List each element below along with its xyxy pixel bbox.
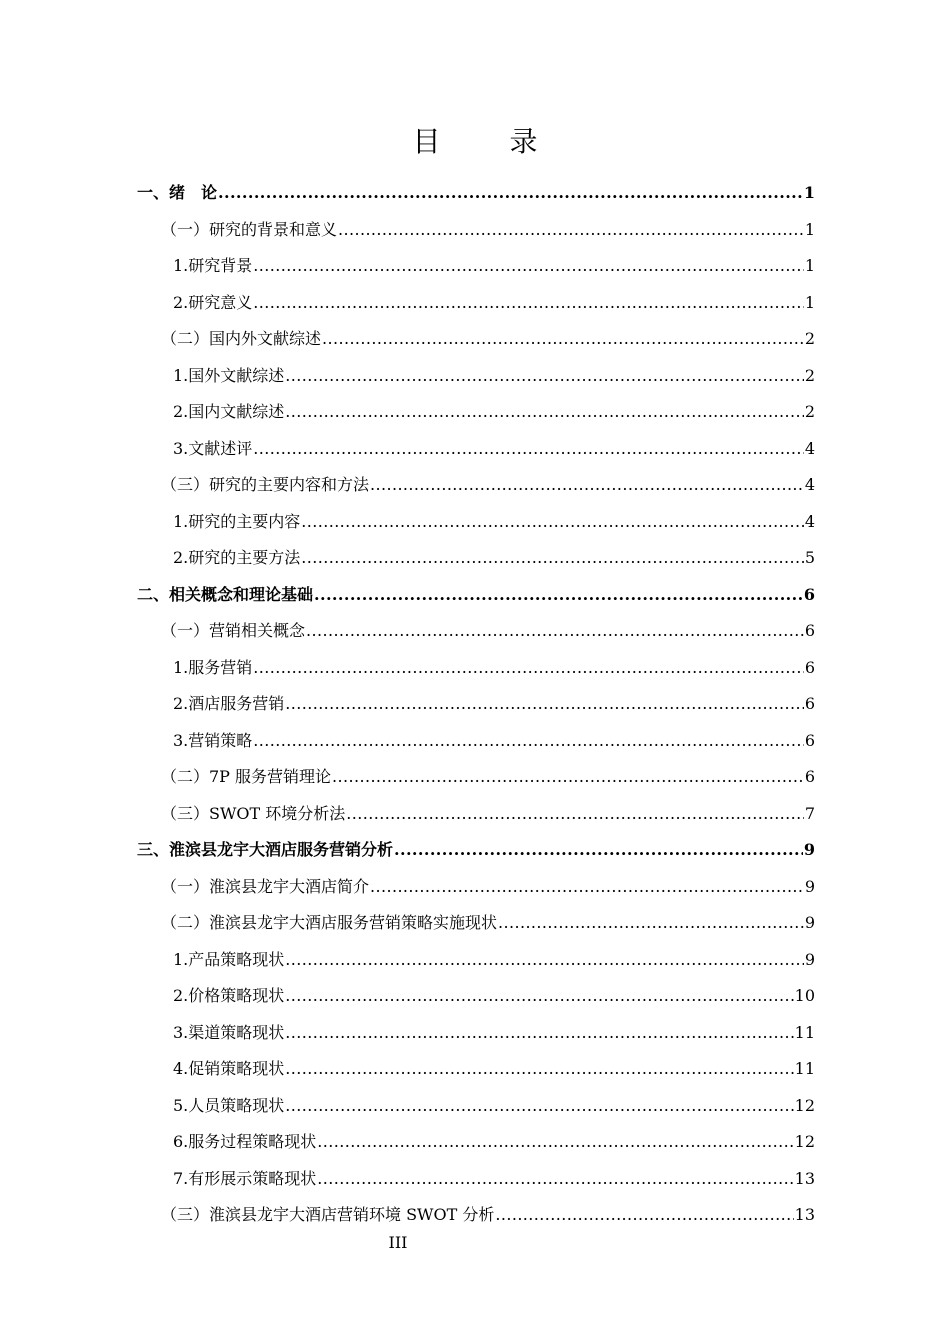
toc-entry-page: 6 <box>804 621 815 640</box>
dot-leader <box>285 1051 793 1088</box>
dot-leader <box>285 1015 793 1052</box>
dot-leader <box>306 613 804 650</box>
toc-entry[interactable] <box>137 650 815 687</box>
page-title: 目 录 <box>412 125 568 158</box>
toc-entry-page: 6 <box>804 767 815 786</box>
toc-entry-page: 2 <box>804 365 815 385</box>
dot-leader <box>338 212 804 249</box>
toc-entry-label: 1.服务营销 <box>173 657 253 677</box>
toc-entry-label: 6.服务过程策略现状 <box>173 1132 317 1151</box>
toc-entry[interactable] <box>137 942 815 979</box>
toc-entry[interactable] <box>137 796 815 833</box>
toc-entry[interactable] <box>137 686 815 723</box>
toc-entry-page: 1 <box>804 292 815 312</box>
toc-entry-label: 2.国内文献综述 <box>173 402 285 421</box>
toc-entry-page: 1 <box>804 219 815 239</box>
dot-leader <box>394 832 803 869</box>
toc-entry-label: 1.国外文献综述 <box>173 365 285 385</box>
toc-entry[interactable] <box>137 321 815 358</box>
toc-entry-label: （三）淮滨县龙宇大酒店营销环境 SWOT 分析 <box>161 1205 495 1224</box>
toc-entry[interactable] <box>137 504 815 541</box>
toc-entry-label: （二）7P 服务营销理论 <box>161 767 332 786</box>
toc-entry[interactable] <box>137 248 815 285</box>
toc-entry-label: 二、相关概念和理论基础 <box>137 584 314 604</box>
toc-entry-page: 4 <box>804 438 815 458</box>
toc-entry-page: 7 <box>804 803 815 823</box>
dot-leader <box>253 248 804 285</box>
toc-entry[interactable] <box>137 175 815 212</box>
toc-entry-label: 三、淮滨县龙宇大酒店服务营销分析 <box>137 840 394 859</box>
dot-leader <box>317 1124 793 1161</box>
toc-entry[interactable] <box>137 832 815 869</box>
toc-entry-label: 1.产品策略现状 <box>173 949 285 969</box>
toc-entry[interactable] <box>137 1161 815 1198</box>
toc-entry-page: 13 <box>794 1205 815 1224</box>
toc-entry-page: 5 <box>804 548 815 567</box>
toc-entry-page: 9 <box>803 840 815 859</box>
toc-entry-label: 5.人员策略现状 <box>173 1095 285 1115</box>
table-of-contents <box>137 175 815 1234</box>
toc-entry-page: 4 <box>804 475 815 494</box>
toc-entry-label: （一）营销相关概念 <box>161 621 306 640</box>
toc-entry-page: 13 <box>794 1168 815 1188</box>
toc-entry-page: 6 <box>804 730 815 750</box>
dot-leader <box>285 942 804 979</box>
toc-entry[interactable] <box>137 1015 815 1052</box>
toc-entry-label: 7.有形展示策略现状 <box>173 1168 317 1188</box>
toc-entry-page: 12 <box>794 1132 815 1151</box>
toc-entry[interactable] <box>137 1088 815 1125</box>
toc-entry[interactable] <box>137 577 815 614</box>
dot-leader <box>218 175 803 212</box>
toc-entry-label: （三）SWOT 环境分析法 <box>161 803 346 823</box>
toc-entry-label: 3.渠道策略现状 <box>173 1022 285 1042</box>
toc-entry[interactable] <box>137 1124 815 1161</box>
toc-entry-page: 6 <box>804 694 815 713</box>
toc-entry-label: 2.研究意义 <box>173 292 253 312</box>
dot-leader <box>322 321 804 358</box>
dot-leader <box>332 759 804 796</box>
toc-entry[interactable] <box>137 212 815 249</box>
toc-entry-label: 一、绪 论 <box>137 183 218 202</box>
toc-entry-label: 2.价格策略现状 <box>173 986 285 1005</box>
toc-entry-label: （一）淮滨县龙宇大酒店简介 <box>161 876 370 896</box>
toc-entry-page: 11 <box>794 1022 815 1042</box>
dot-leader <box>301 540 804 577</box>
toc-entry-label: 2.酒店服务营销 <box>173 694 285 713</box>
page-number: III <box>388 1233 408 1252</box>
toc-entry-label: 2.研究的主要方法 <box>173 548 301 567</box>
dot-leader <box>285 394 804 431</box>
toc-entry[interactable] <box>137 905 815 942</box>
toc-entry-page: 1 <box>803 183 815 202</box>
toc-entry-page: 2 <box>804 402 815 421</box>
toc-entry[interactable] <box>137 540 815 577</box>
toc-entry[interactable] <box>137 358 815 395</box>
toc-entry[interactable] <box>137 1197 815 1234</box>
dot-leader <box>285 978 793 1015</box>
toc-entry-page: 10 <box>794 986 815 1005</box>
toc-entry[interactable] <box>137 431 815 468</box>
dot-leader <box>301 504 804 541</box>
toc-entry-page: 6 <box>804 657 815 677</box>
toc-entry-label: 1.研究的主要内容 <box>173 511 301 531</box>
toc-entry-label: （三）研究的主要内容和方法 <box>161 475 370 494</box>
toc-entry-label: 1.研究背景 <box>173 256 253 275</box>
toc-entry-label: （一）研究的背景和意义 <box>161 219 338 239</box>
dot-leader <box>498 905 804 942</box>
toc-entry[interactable] <box>137 759 815 796</box>
dot-leader <box>253 431 804 468</box>
toc-entry[interactable] <box>137 869 815 906</box>
dot-leader <box>317 1161 793 1198</box>
toc-entry-label: 4.促销策略现状 <box>173 1059 285 1078</box>
toc-entry-page: 4 <box>804 511 815 531</box>
dot-leader <box>285 358 804 395</box>
toc-entry-page: 2 <box>804 329 815 348</box>
toc-entry-page: 1 <box>804 256 815 275</box>
dot-leader <box>314 577 803 614</box>
dot-leader <box>285 686 804 723</box>
toc-entry-page: 11 <box>794 1059 815 1078</box>
dot-leader <box>253 285 804 322</box>
toc-entry-label: （二）国内外文献综述 <box>161 329 322 348</box>
toc-entry[interactable] <box>137 467 815 504</box>
toc-entry-label: 3.营销策略 <box>173 730 253 750</box>
toc-entry[interactable] <box>137 723 815 760</box>
toc-entry-page: 12 <box>794 1095 815 1115</box>
toc-entry-label: （二）淮滨县龙宇大酒店服务营销策略实施现状 <box>161 913 498 932</box>
dot-leader <box>253 650 804 687</box>
toc-entry-page: 6 <box>803 584 815 604</box>
toc-entry[interactable] <box>137 613 815 650</box>
toc-entry[interactable] <box>137 1051 815 1088</box>
toc-entry-page: 9 <box>804 876 815 896</box>
toc-entry[interactable] <box>137 978 815 1015</box>
dot-leader <box>346 796 804 833</box>
dot-leader <box>370 467 804 504</box>
dot-leader <box>285 1088 793 1125</box>
dot-leader <box>495 1197 793 1234</box>
toc-entry-label: 3.文献述评 <box>173 438 253 458</box>
toc-entry[interactable] <box>137 285 815 322</box>
toc-entry-page: 9 <box>804 913 815 932</box>
toc-entry-page: 9 <box>804 949 815 969</box>
dot-leader <box>253 723 804 760</box>
dot-leader <box>370 869 804 906</box>
toc-entry[interactable] <box>137 394 815 431</box>
